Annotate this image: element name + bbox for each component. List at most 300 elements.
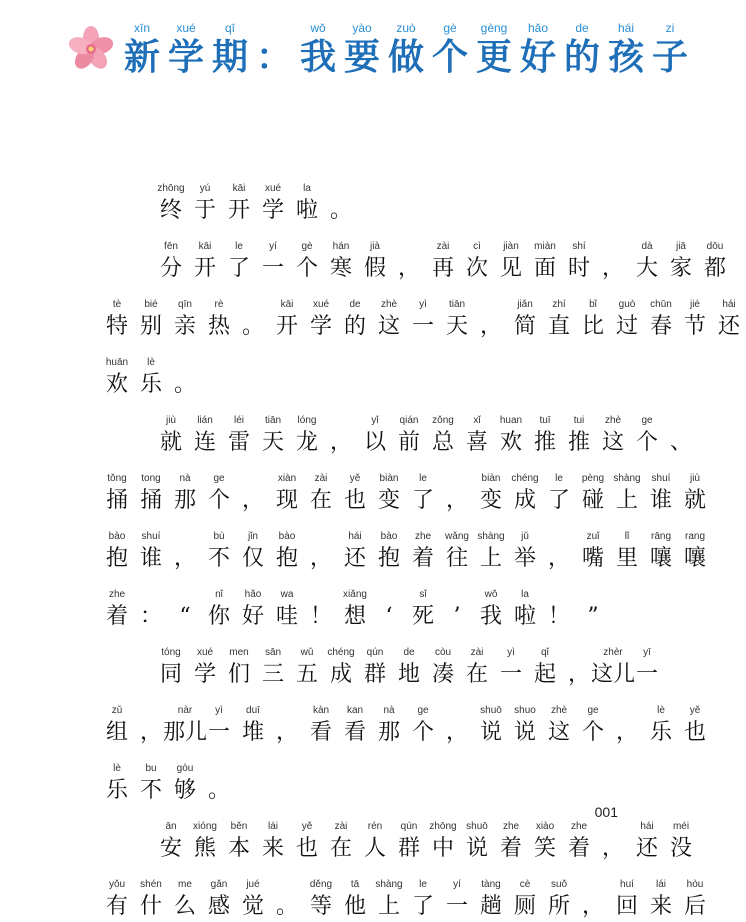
character-cell: [576, 530, 610, 574]
hanzi: 本: [227, 836, 250, 861]
character-cell: [304, 298, 338, 342]
pinyin: gǎn: [210, 879, 228, 890]
character-cell: [542, 298, 576, 342]
text-line: [100, 690, 706, 748]
hanzi: 够: [173, 778, 196, 803]
hanzi: 人: [363, 836, 386, 861]
pinyin: yě: [349, 473, 361, 484]
character-cell: [222, 820, 256, 864]
hanzi: 。: [207, 778, 230, 803]
character-cell: [154, 646, 188, 690]
hanzi: 等: [309, 894, 332, 919]
character-cell: [154, 414, 188, 458]
character-cell: [494, 820, 528, 864]
character-cell: [678, 530, 712, 574]
hanzi: 来: [261, 836, 284, 861]
page-title: [120, 20, 692, 80]
punctuation: [202, 762, 236, 806]
title-hanzi: 子: [651, 37, 688, 78]
character-cell: [154, 820, 188, 864]
pinyin: huí: [620, 879, 634, 890]
character-cell: [290, 414, 324, 458]
hanzi: 现: [275, 488, 298, 513]
hanzi: 这: [547, 720, 570, 745]
text-line: [100, 342, 580, 400]
pinyin: xióng: [193, 821, 217, 832]
title-pinyin: wǒ: [310, 21, 326, 35]
pinyin: hòu: [686, 879, 704, 890]
hanzi: 就: [159, 430, 182, 455]
hanzi: 一: [261, 256, 284, 281]
pinyin: zǒng: [432, 415, 454, 426]
pinyin: kāi: [198, 241, 212, 252]
pinyin: tuī: [539, 415, 551, 426]
hanzi: 乐: [139, 372, 162, 397]
hanzi: 抱: [105, 546, 128, 571]
hanzi: 假: [363, 256, 386, 281]
character-cell: [222, 646, 256, 690]
hanzi: 开: [275, 314, 298, 339]
pinyin: lè: [147, 357, 155, 368]
hanzi: 于: [193, 198, 216, 223]
hanzi: 仅: [241, 546, 264, 571]
title-hanzi: 新: [123, 37, 160, 78]
pinyin: jiù: [689, 473, 700, 484]
character-cell: [372, 298, 406, 342]
character-cell: [678, 878, 712, 922]
punctuation: [168, 356, 202, 400]
hanzi: 热: [207, 314, 230, 339]
character-cell: [372, 472, 406, 516]
character-cell: [494, 414, 528, 458]
hanzi: 个: [207, 488, 230, 513]
pinyin: le: [419, 879, 427, 890]
pinyin: jiù: [165, 415, 176, 426]
hanzi: 以: [363, 430, 386, 455]
hanzi: 推: [533, 430, 556, 455]
character-cell: [644, 878, 678, 922]
hanzi: 也: [295, 836, 318, 861]
hanzi: 着: [105, 604, 128, 629]
hanzi: 抱: [275, 546, 298, 571]
hanzi: 啦: [513, 604, 536, 629]
character-cell: [392, 646, 426, 690]
hanzi: ，: [547, 546, 570, 571]
pinyin: wǔ: [300, 647, 314, 658]
title-hanzi: 的: [563, 37, 600, 78]
hanzi: 起: [533, 662, 556, 687]
pinyin: kan: [346, 705, 364, 716]
pinyin: huan: [499, 415, 523, 426]
character-cell: [508, 472, 542, 516]
hanzi: 群: [397, 836, 420, 861]
character-cell: [236, 878, 270, 922]
title-pinyin: xīn: [133, 21, 150, 35]
text-line: [100, 284, 740, 342]
hanzi: 个: [411, 720, 434, 745]
hanzi: 上: [479, 546, 502, 571]
character-cell: [630, 240, 664, 284]
punctuation: [304, 588, 338, 632]
hanzi: 天: [261, 430, 284, 455]
pinyin: jué: [246, 879, 260, 890]
punctuation: [168, 588, 202, 632]
hanzi: 谁: [649, 488, 672, 513]
hanzi: 不: [207, 546, 230, 571]
pinyin: xué: [312, 299, 330, 310]
character-cell: [222, 240, 256, 284]
hanzi: ，: [173, 546, 196, 571]
character-cell: [202, 588, 236, 632]
character-cell: [678, 472, 712, 516]
punctuation: [270, 704, 304, 748]
title-char: [252, 20, 296, 80]
punctuation: [304, 530, 338, 574]
pinyin: jiǎn: [517, 299, 533, 310]
pinyin: yí: [269, 241, 277, 252]
character-cell: [134, 298, 168, 342]
pinyin: le: [555, 473, 563, 484]
punctuation: [542, 530, 576, 574]
character-cell: [576, 298, 610, 342]
hanzi: 变: [479, 488, 502, 513]
title-char: [340, 20, 384, 80]
character-cell: [372, 704, 406, 748]
hanzi: 说: [465, 836, 488, 861]
title-pinyin: zuò: [396, 21, 416, 35]
pinyin: léi: [233, 415, 244, 426]
character-cell: [256, 182, 290, 226]
pinyin: kāi: [232, 183, 246, 194]
pinyin: shuí: [651, 473, 671, 484]
hanzi: 啦: [295, 198, 318, 223]
hanzi: 比: [581, 314, 604, 339]
text-line: [100, 226, 726, 284]
hanzi: 死: [411, 604, 434, 629]
pinyin: tong: [141, 473, 161, 484]
title-pinyin: xué: [176, 21, 196, 35]
pinyin: chūn: [650, 299, 672, 310]
character-cell: [494, 240, 528, 284]
pinyin: xǐ: [473, 415, 481, 426]
hanzi: 们: [227, 662, 250, 687]
character-cell: [338, 298, 372, 342]
hanzi: 学: [193, 662, 216, 687]
hanzi: 直: [547, 314, 570, 339]
pinyin: de: [349, 299, 361, 310]
pinyin: bù: [213, 531, 225, 542]
pinyin: yì: [507, 647, 515, 658]
character-cell: [460, 646, 494, 690]
pinyin: biàn: [379, 473, 399, 484]
pinyin: zhè: [550, 705, 568, 716]
pinyin: yī: [643, 647, 651, 658]
hanzi: ，: [615, 720, 638, 745]
hanzi: 春: [649, 314, 672, 339]
pinyin: qián: [399, 415, 419, 426]
character-cell: [270, 530, 304, 574]
pinyin: zhí: [552, 299, 566, 310]
pinyin: zhe: [502, 821, 520, 832]
character-cell: [698, 240, 732, 284]
pinyin: le: [419, 473, 427, 484]
punctuation: [324, 414, 358, 458]
pinyin: ān: [165, 821, 177, 832]
hanzi: 的: [343, 314, 366, 339]
hanzi: 往: [445, 546, 468, 571]
hanzi: 那儿: [163, 720, 208, 745]
pinyin: bǐ: [589, 299, 597, 310]
pinyin: yí: [453, 879, 461, 890]
hanzi: ，: [309, 546, 332, 571]
character-cell: [372, 530, 406, 574]
character-cell: [290, 820, 324, 864]
character-cell: [426, 820, 460, 864]
character-cell: [358, 414, 392, 458]
title-area: [60, 20, 688, 100]
hanzi: 同: [159, 662, 182, 687]
hanzi: 一: [499, 662, 522, 687]
pinyin: jǔ: [521, 531, 529, 542]
pinyin: nà: [179, 473, 191, 484]
character-cell: [562, 820, 596, 864]
pinyin: hái: [348, 531, 362, 542]
hanzi: 组: [105, 720, 128, 745]
character-cell: [324, 646, 358, 690]
character-cell: [188, 182, 222, 226]
pinyin: ge: [641, 415, 653, 426]
character-cell: [630, 820, 664, 864]
hanzi: 亲: [173, 314, 196, 339]
pinyin: tè: [112, 299, 122, 310]
punctuation: [440, 588, 474, 632]
pinyin: hǎo: [244, 589, 262, 600]
pinyin: me: [178, 879, 192, 890]
hanzi: 着: [567, 836, 590, 861]
pinyin: shuo: [514, 705, 536, 716]
character-cell: [304, 878, 338, 922]
title-pinyin: gè: [443, 21, 457, 35]
punctuation: [664, 414, 698, 458]
hanzi: 这: [601, 430, 624, 455]
hanzi: 了: [547, 488, 570, 513]
character-cell: [508, 878, 542, 922]
hanzi: 大: [635, 256, 658, 281]
hanzi: 节: [683, 314, 706, 339]
hanzi: 着: [411, 546, 434, 571]
hanzi: 见: [499, 256, 522, 281]
hanzi: 我: [479, 604, 502, 629]
character-cell: [270, 472, 304, 516]
pinyin: xué: [264, 183, 282, 194]
hanzi: 堆: [241, 720, 264, 745]
pinyin: bào: [108, 531, 126, 542]
pinyin: wǎng: [445, 531, 469, 542]
hanzi: 乐: [105, 778, 128, 803]
character-cell: [168, 472, 202, 516]
hanzi: 也: [343, 488, 366, 513]
character-cell: [236, 704, 270, 748]
pinyin: yì: [419, 299, 427, 310]
character-cell: [630, 646, 664, 690]
hanzi: ，: [445, 488, 468, 513]
hanzi: ，: [329, 430, 352, 455]
hanzi: ，: [479, 314, 502, 339]
pinyin: shén: [140, 879, 162, 890]
hanzi: “: [179, 604, 191, 629]
title-pinyin: gèng: [480, 21, 508, 35]
punctuation: [576, 878, 610, 922]
pinyin: nàr: [177, 705, 193, 716]
character-cell: [188, 414, 222, 458]
title-hanzi: 学: [167, 37, 204, 78]
punctuation: [324, 182, 358, 226]
pinyin: shuō: [466, 821, 488, 832]
hanzi: 了: [411, 894, 434, 919]
hanzi: 一: [445, 894, 468, 919]
text-line: [100, 748, 580, 806]
punctuation: [392, 240, 426, 284]
character-cell: [222, 414, 256, 458]
pinyin: tiān: [448, 299, 466, 310]
hanzi: 没: [669, 836, 692, 861]
character-cell: [542, 472, 576, 516]
character-cell: [202, 704, 236, 748]
title-hanzi: 个: [431, 37, 468, 78]
character-cell: [406, 298, 440, 342]
character-cell: [406, 530, 440, 574]
pinyin: bào: [380, 531, 398, 542]
character-cell: [338, 588, 372, 632]
hanzi: ，: [445, 720, 468, 745]
pinyin: fēn: [164, 241, 178, 252]
character-cell: [256, 820, 290, 864]
hanzi: 个: [581, 720, 604, 745]
pinyin: yě: [689, 705, 701, 716]
flower-icon: [68, 26, 114, 72]
pinyin: miàn: [534, 241, 556, 252]
pinyin: jǐn: [247, 531, 258, 542]
hanzi: 抱: [377, 546, 400, 571]
hanzi: 举: [513, 546, 536, 571]
pinyin: bié: [144, 299, 158, 310]
hanzi: 个: [295, 256, 318, 281]
character-cell: [664, 820, 698, 864]
pinyin: bào: [278, 531, 296, 542]
hanzi: 看: [343, 720, 366, 745]
character-cell: [508, 704, 542, 748]
pinyin: tā: [350, 879, 360, 890]
pinyin: pèng: [581, 473, 605, 484]
hanzi: 碰: [581, 488, 604, 513]
hanzi: 变: [377, 488, 400, 513]
text-line: [100, 168, 580, 226]
hanzi: 开: [227, 198, 250, 223]
hanzi: 所: [547, 894, 570, 919]
punctuation: [596, 820, 630, 864]
pinyin: zhèr: [603, 647, 623, 658]
title-char: [428, 20, 472, 80]
pinyin: jiā: [675, 241, 686, 252]
character-cell: [440, 530, 474, 574]
hanzi: 好: [241, 604, 264, 629]
pinyin: tàng: [481, 879, 501, 890]
pinyin: shuí: [141, 531, 161, 542]
character-cell: [542, 878, 576, 922]
pinyin: huān: [105, 357, 129, 368]
pinyin: zuǐ: [586, 531, 600, 542]
pinyin: guò: [618, 299, 636, 310]
character-cell: [644, 298, 678, 342]
pinyin: duī: [246, 705, 260, 716]
pinyin: qǐ: [541, 647, 549, 658]
punctuation: [236, 472, 270, 516]
hanzi: 看: [309, 720, 332, 745]
pinyin: kàn: [312, 705, 330, 716]
pinyin: lái: [655, 879, 666, 890]
hanzi: 。: [275, 894, 298, 919]
hanzi: 家: [669, 256, 692, 281]
pinyin: yǒu: [108, 879, 126, 890]
character-cell: [188, 240, 222, 284]
character-cell: [508, 298, 542, 342]
hanzi: 这儿: [591, 662, 636, 687]
character-cell: [440, 298, 474, 342]
punctuation: [576, 588, 610, 632]
character-cell: [338, 472, 372, 516]
hanzi: 说: [513, 720, 536, 745]
pinyin: zhe: [414, 531, 432, 542]
character-cell: [644, 472, 678, 516]
character-cell: [222, 182, 256, 226]
hanzi: 安: [159, 836, 182, 861]
hanzi: 学: [261, 198, 284, 223]
punctuation: [372, 588, 406, 632]
hanzi: 还: [717, 314, 740, 339]
pinyin: hán: [332, 241, 350, 252]
character-cell: [426, 414, 460, 458]
hanzi: 寒: [329, 256, 352, 281]
hanzi: 嚷: [649, 546, 672, 571]
character-cell: [712, 298, 746, 342]
pinyin: jiàn: [503, 241, 519, 252]
hanzi: 简: [513, 314, 536, 339]
pinyin: còu: [434, 647, 452, 658]
hanzi: 中: [431, 836, 454, 861]
title-hanzi: 孩: [607, 37, 644, 78]
pinyin: jié: [689, 299, 700, 310]
hanzi: 上: [615, 488, 638, 513]
punctuation: [168, 530, 202, 574]
hanzi: 了: [411, 488, 434, 513]
pinyin: lè: [657, 705, 665, 716]
character-cell: [236, 530, 270, 574]
title-pinyin: hái: [617, 21, 634, 35]
hanzi: 捅: [105, 488, 128, 513]
character-cell: [528, 820, 562, 864]
title-char: [208, 20, 252, 80]
hanzi: 谁: [139, 546, 162, 571]
character-cell: [392, 820, 426, 864]
title-char: [648, 20, 692, 80]
hanzi: 了: [227, 256, 250, 281]
hanzi: 开: [193, 256, 216, 281]
pinyin: tǒng: [107, 473, 127, 484]
pinyin: zài: [314, 473, 328, 484]
hanzi: 有: [105, 894, 128, 919]
title-pinyin: de: [575, 21, 589, 35]
character-cell: [372, 878, 406, 922]
